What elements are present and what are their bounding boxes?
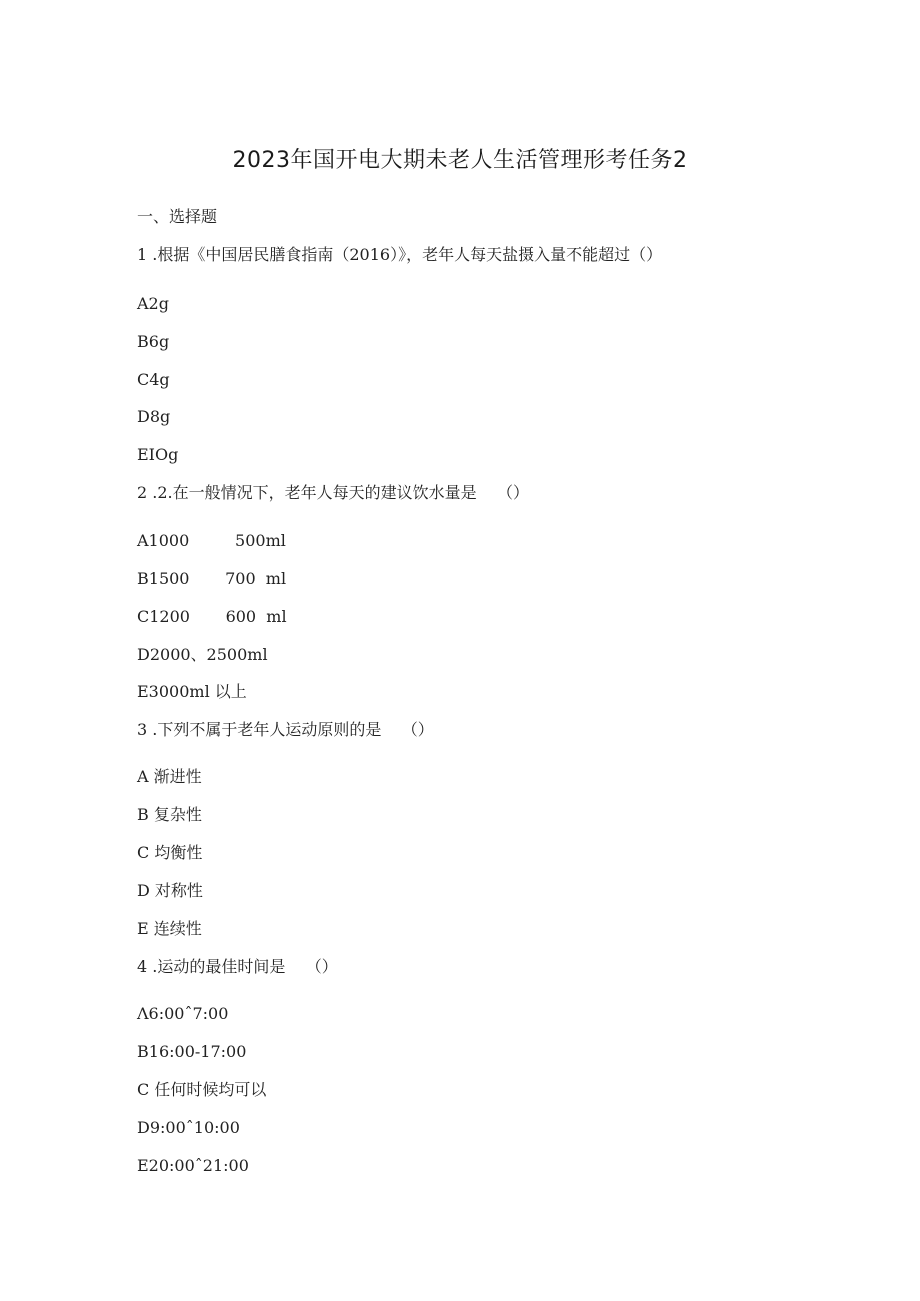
question-2-option-e: E3000ml 以上 [137, 682, 247, 701]
question-1-stem: 1 .根据《中国居民膳食指南（2016）》，老年人每天盐摄入量不能超过（） [137, 245, 663, 264]
question-2-option-c: C1200 600 ml [137, 607, 287, 626]
question-2-option-b: B1500 700 ml [137, 569, 287, 588]
section-heading: 一、选择题 [137, 207, 218, 226]
question-1-option-c: C4g [137, 370, 170, 389]
question-4-stem: 4 .运动的最佳时间是 （） [137, 957, 338, 976]
question-1-option-d: D8g [137, 407, 171, 426]
question-3-option-b: B 复杂性 [137, 805, 202, 824]
question-1-option-e: EIOg [137, 445, 179, 464]
question-1-option-b: B6g [137, 332, 170, 351]
question-4-option-c: C 任何时候均可以 [137, 1080, 267, 1099]
question-4-option-b: B16:00-17:00 [137, 1042, 247, 1061]
question-2-stem: 2 .2.在一般情况下，老年人每天的建议饮水量是 （） [137, 483, 529, 502]
question-1-option-a: A2g [137, 294, 169, 313]
question-3-option-e: E 连续性 [137, 919, 202, 938]
question-4-option-e: E20:00ˆ21:00 [137, 1156, 249, 1175]
question-2-option-a: A1000 500ml [137, 531, 286, 550]
question-3-stem: 3 .下列不属于老年人运动原则的是 （） [137, 720, 434, 739]
question-2-option-d: D2000、2500ml [137, 645, 268, 664]
question-3-option-d: D 对称性 [137, 881, 203, 900]
question-3-option-a: A 渐进性 [137, 767, 202, 786]
question-4-option-d: D9:00ˆ10:00 [137, 1118, 240, 1137]
question-4-option-a: Λ6:00ˆ7:00 [137, 1004, 229, 1023]
document-title: 2023年国开电大期未老人生活管理形考任务2 [232, 148, 688, 173]
question-3-option-c: C 均衡性 [137, 843, 203, 862]
